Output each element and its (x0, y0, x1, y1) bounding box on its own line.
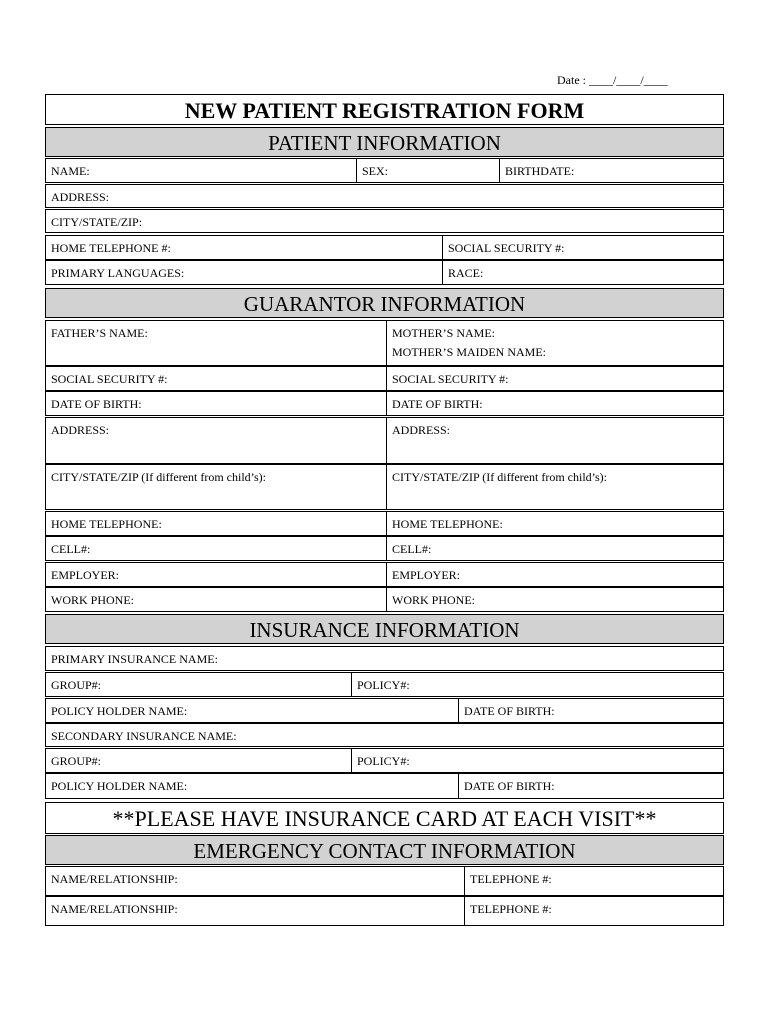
primary-group-field[interactable]: GROUP#: (51, 678, 102, 692)
mother-dob-field[interactable]: DATE OF BIRTH: (386, 392, 723, 415)
patient-row-language (45, 260, 724, 285)
father-employer-field[interactable]: EMPLOYER: (51, 568, 120, 582)
emergency-row-2 (45, 896, 724, 926)
emergency-name-relationship-2-field[interactable]: NAME/RELATIONSHIP: (51, 902, 178, 916)
insurance-row-primary (45, 646, 724, 671)
patient-ssn-field[interactable]: SOCIAL SECURITY #: (442, 236, 723, 259)
mother-name-field[interactable] (386, 321, 723, 365)
emergency-row-1 (45, 866, 724, 896)
patient-languages-field[interactable]: PRIMARY LANGUAGES: (51, 266, 185, 280)
guarantor-row-names (45, 320, 724, 366)
insurance-row-group2 (45, 748, 724, 773)
mother-city-field[interactable]: CITY/STATE/ZIP (If different from child’s): (386, 465, 723, 509)
father-city-field[interactable]: CITY/STATE/ZIP (If different from child’s): (51, 470, 266, 484)
primary-holder-dob-field[interactable]: DATE OF BIRTH: (458, 699, 723, 722)
mother-maiden-name-label: MOTHER’S MAIDEN NAME: (392, 345, 546, 359)
patient-row-city (45, 209, 724, 233)
father-work-phone-field[interactable]: WORK PHONE: (51, 593, 134, 607)
patient-birthdate-field[interactable]: BIRTHDATE: (499, 159, 723, 182)
guarantor-row-dob (45, 391, 724, 416)
secondary-policy-field[interactable]: POLICY#: (351, 749, 723, 772)
form-title: NEW PATIENT REGISTRATION FORM (45, 94, 724, 125)
guarantor-row-cell (45, 536, 724, 561)
secondary-group-field[interactable]: GROUP#: (51, 754, 102, 768)
patient-name-field[interactable]: NAME: (51, 164, 90, 178)
secondary-holder-dob-field[interactable]: DATE OF BIRTH: (458, 774, 723, 798)
guarantor-row-ssn (45, 366, 724, 391)
primary-insurance-name-field[interactable]: PRIMARY INSURANCE NAME: (51, 652, 218, 666)
mother-name-label: MOTHER’S NAME: (392, 326, 496, 340)
father-address-field[interactable]: ADDRESS: (51, 423, 110, 437)
mother-work-phone-field[interactable]: WORK PHONE: (386, 588, 723, 611)
secondary-insurance-name-field[interactable]: SECONDARY INSURANCE NAME: (51, 729, 237, 743)
guarantor-info-heading: GUARANTOR INFORMATION (45, 288, 724, 318)
mother-home-telephone-field[interactable]: HOME TELEPHONE: (386, 512, 723, 535)
guarantor-row-city (45, 464, 724, 510)
father-name-field[interactable]: FATHER’S NAME: (51, 326, 148, 340)
insurance-row-group1 (45, 672, 724, 697)
insurance-row-holder2 (45, 773, 724, 799)
insurance-card-notice: **PLEASE HAVE INSURANCE CARD AT EACH VISIT** (45, 802, 724, 834)
insurance-row-holder1 (45, 698, 724, 723)
mother-address-field[interactable]: ADDRESS: (386, 418, 723, 463)
primary-holder-name-field[interactable]: POLICY HOLDER NAME: (51, 704, 188, 718)
guarantor-row-home (45, 511, 724, 536)
father-cell-field[interactable]: CELL#: (51, 542, 91, 556)
secondary-holder-name-field[interactable]: POLICY HOLDER NAME: (51, 779, 188, 793)
patient-race-field[interactable]: RACE: (442, 261, 723, 284)
insurance-info-heading: INSURANCE INFORMATION (45, 614, 724, 644)
emergency-name-relationship-1-field[interactable]: NAME/RELATIONSHIP: (51, 872, 178, 886)
patient-city-field[interactable]: CITY/STATE/ZIP: (51, 215, 143, 229)
patient-address-field[interactable]: ADDRESS: (51, 190, 110, 204)
insurance-row-secondary (45, 723, 724, 747)
father-dob-field[interactable]: DATE OF BIRTH: (51, 397, 142, 411)
guarantor-row-address (45, 417, 724, 464)
date-field[interactable]: Date : ____/____/____ (557, 73, 668, 87)
emergency-telephone-2-field[interactable]: TELEPHONE #: (464, 897, 723, 925)
emergency-telephone-1-field[interactable]: TELEPHONE #: (464, 867, 723, 895)
patient-row-name (45, 158, 724, 183)
emergency-contact-heading: EMERGENCY CONTACT INFORMATION (45, 835, 724, 865)
mother-employer-field[interactable]: EMPLOYER: (386, 563, 723, 586)
patient-row-address (45, 184, 724, 208)
patient-info-heading: PATIENT INFORMATION (45, 127, 724, 157)
guarantor-row-employer (45, 562, 724, 587)
patient-row-phone (45, 235, 724, 260)
father-home-telephone-field[interactable]: HOME TELEPHONE: (51, 517, 162, 531)
mother-cell-field[interactable]: CELL#: (386, 537, 723, 560)
patient-sex-field[interactable]: SEX: (356, 159, 499, 182)
patient-home-telephone-field[interactable]: HOME TELEPHONE #: (51, 241, 171, 255)
guarantor-row-work (45, 587, 724, 612)
father-ssn-field[interactable]: SOCIAL SECURITY #: (51, 372, 168, 386)
mother-ssn-field[interactable]: SOCIAL SECURITY #: (386, 367, 723, 390)
primary-policy-field[interactable]: POLICY#: (351, 673, 723, 696)
